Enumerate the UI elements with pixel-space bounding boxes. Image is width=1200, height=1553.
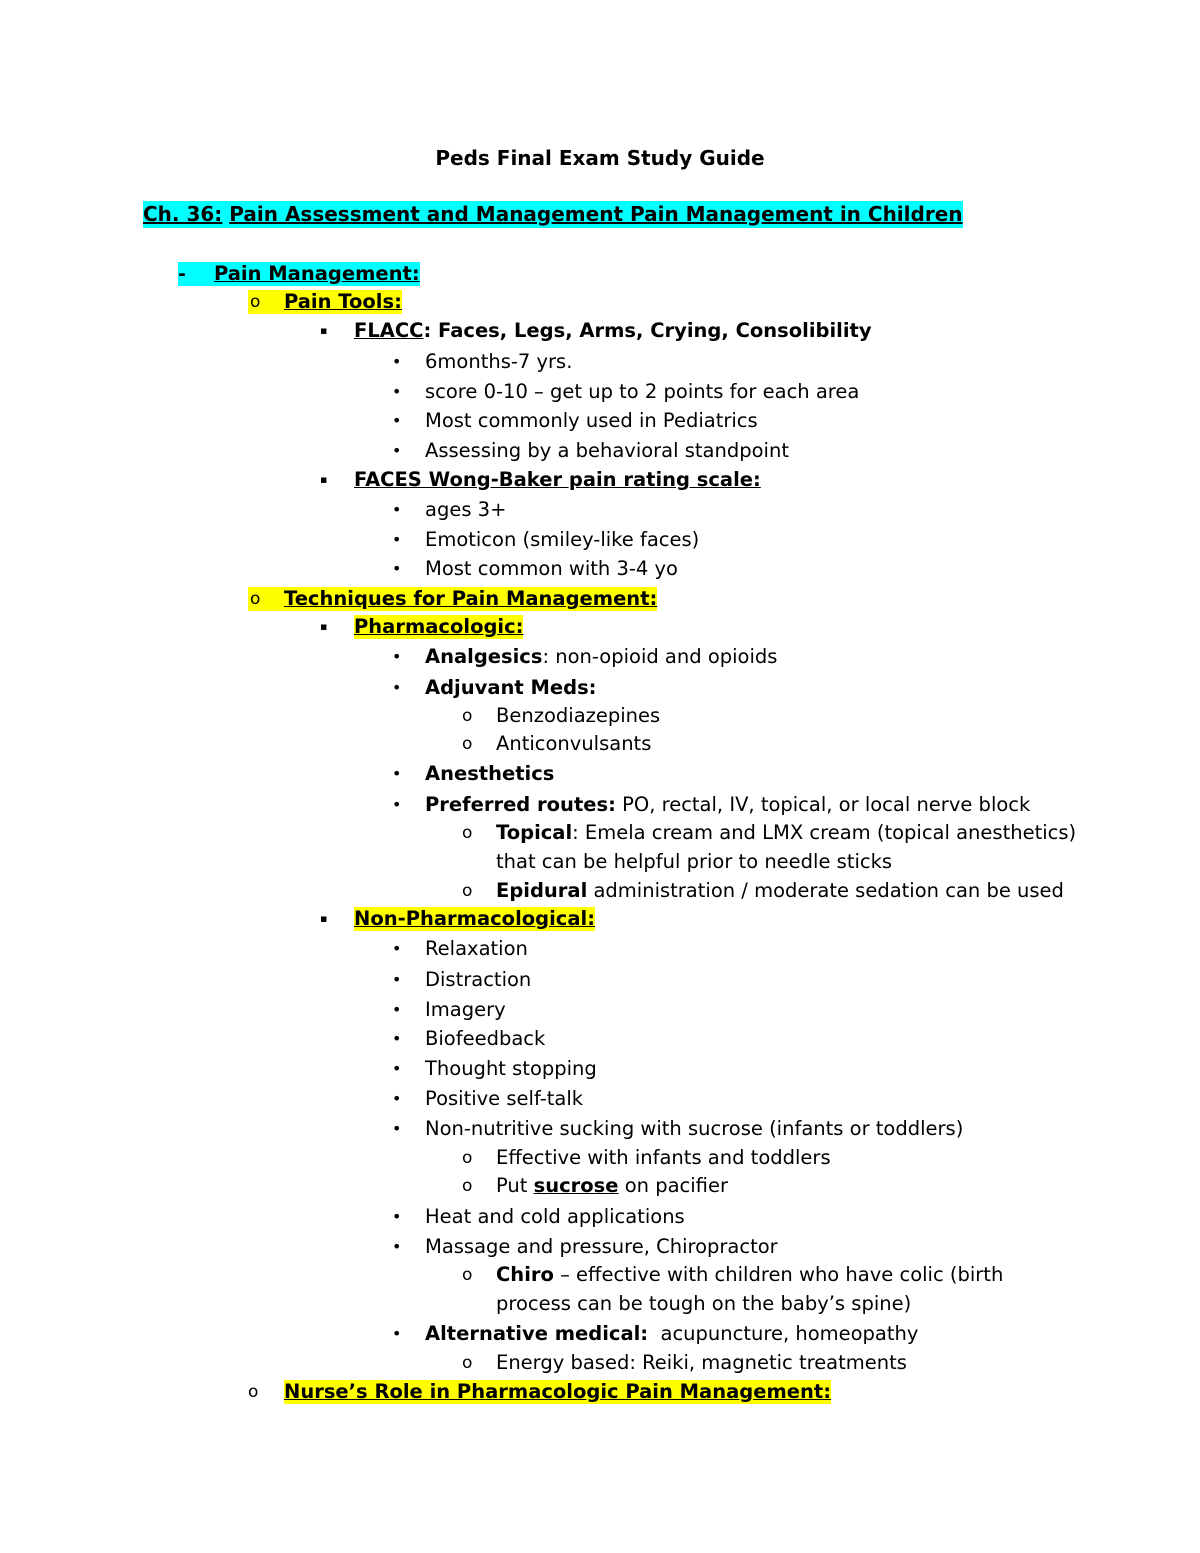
list-bullet-marker: • [392,530,402,549]
list-circle-marker: o [462,1176,473,1196]
list-circle-marker: o [248,290,286,314]
list-circle-marker: o [462,734,473,754]
list-item-continuation: process can be tough on the baby’s spine) [496,1292,912,1315]
list-item: Heat and cold applications [425,1205,685,1228]
list-bullet-marker: • [392,795,402,814]
list-item: Benzodiazepines [496,704,661,727]
list-circle-marker: o [248,587,286,611]
faces-heading: FACES Wong-Baker pain rating scale: [354,468,761,491]
pharmacologic-heading: Pharmacologic: [354,615,524,638]
list-item: Positive self-talk [425,1087,584,1110]
section-pain-management: Pain Management: [214,262,420,285]
list-circle-marker: o [462,706,473,726]
list-item: Preferred routes: PO, rectal, IV, topical, or local nerve block [425,793,1031,816]
list-item: Distraction [425,968,532,991]
list-circle-marker: o [462,1148,473,1168]
list-bullet-marker: • [392,1029,402,1048]
list-item: score 0-10 – get up to 2 points for each area [425,380,860,403]
chapter-heading [143,201,963,228]
list-square-marker: ▪ [320,324,328,337]
list-item-continuation: that can be helpful prior to needle sticks [496,850,893,873]
list-item: ages 3+ [425,498,507,521]
list-bullet-marker: • [392,1059,402,1078]
list-circle-marker: o [248,1382,259,1402]
list-item: Analgesics: non-opioid and opioids [425,645,778,668]
list-item: Chiro – effective with children who have colic (birth [496,1263,1004,1286]
list-item: Effective with infants and toddlers [496,1146,831,1169]
list-square-marker: ▪ [320,912,328,925]
list-item: Topical: Emela cream and LMX cream (topical anesthetics) [496,821,1077,844]
subsection-pain-tools: Pain Tools: [284,290,402,313]
list-item: Most common with 3-4 yo [425,557,678,580]
list-square-marker: ▪ [320,620,328,633]
subsection-nurse-role: Nurse’s Role in Pharmacologic Pain Management: [284,1380,831,1403]
list-bullet-marker: • [392,1000,402,1019]
subsection-techniques: Techniques for Pain Management: [284,587,658,610]
list-item: Alternative medical: acupuncture, homeopathy [425,1322,919,1345]
list-circle-marker: o [462,881,473,901]
list-bullet-marker: • [392,1089,402,1108]
list-item: Energy based: Reiki, magnetic treatments [496,1351,907,1374]
list-item: Relaxation [425,937,528,960]
non-pharm-heading: Non-Pharmacological: [354,907,595,930]
list-item: Adjuvant Meds: [425,676,597,699]
list-item: Imagery [425,998,506,1021]
list-bullet-marker: • [392,382,402,401]
list-square-marker: ▪ [320,473,328,486]
list-circle-marker: o [462,1353,473,1373]
list-item: Non-nutritive sucking with sucrose (infants or toddlers) [425,1117,964,1140]
chapter-number: Ch. 36: [143,202,223,226]
list-bullet-marker: • [392,559,402,578]
list-item: Put sucrose on pacifier [496,1174,728,1197]
flacc-heading: FLACC: Faces, Legs, Arms, Crying, Consolibility [354,319,872,342]
list-circle-marker: o [462,823,473,843]
list-bullet-marker: • [392,1324,402,1343]
list-item: Massage and pressure, Chiropractor [425,1235,778,1258]
list-item: Emoticon (smiley-like faces) [425,528,700,551]
list-bullet-marker: • [392,970,402,989]
list-item: Assessing by a behavioral standpoint [425,439,789,462]
list-item: Anticonvulsants [496,732,652,755]
list-bullet-marker: • [392,500,402,519]
list-circle-marker: o [462,1265,473,1285]
list-bullet-marker: • [392,411,402,430]
list-item: Anesthetics [425,762,555,785]
list-item: 6months-7 yrs. [425,350,573,373]
list-bullet-marker: • [392,352,402,371]
chapter-title: Pain Assessment and Management Pain Management in Children [229,202,963,226]
list-item: Biofeedback [425,1027,546,1050]
list-dash-marker: - [178,262,214,286]
document-title: Peds Final Exam Study Guide [435,146,765,170]
list-bullet-marker: • [392,1207,402,1226]
list-bullet-marker: • [392,1237,402,1256]
list-item: Thought stopping [425,1057,597,1080]
list-item: Most commonly used in Pediatrics [425,409,758,432]
list-bullet-marker: • [392,441,402,460]
list-bullet-marker: • [392,939,402,958]
list-bullet-marker: • [392,764,402,783]
list-item: Epidural administration / moderate sedation can be used [496,879,1064,902]
list-bullet-marker: • [392,678,402,697]
list-bullet-marker: • [392,647,402,666]
list-bullet-marker: • [392,1119,402,1138]
